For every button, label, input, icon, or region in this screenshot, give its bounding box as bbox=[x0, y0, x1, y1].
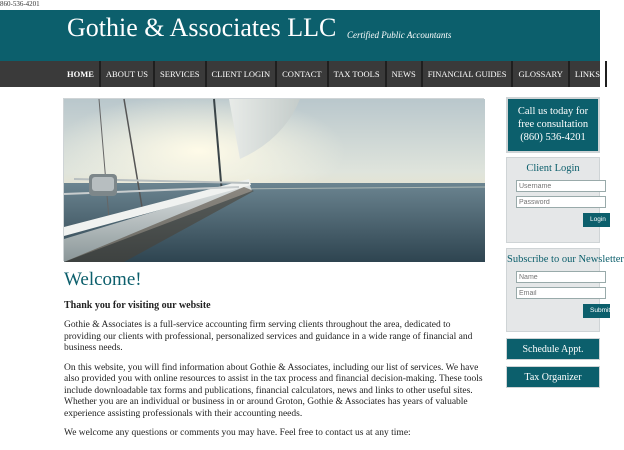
top-bar bbox=[0, 0, 600, 10]
top-phone-number: 860-536-4201 bbox=[0, 0, 40, 8]
username-input[interactable] bbox=[516, 180, 606, 192]
client-login-panel bbox=[506, 157, 606, 243]
nav-item-news[interactable]: NEWS bbox=[387, 61, 423, 87]
submit-button[interactable]: Submit bbox=[583, 304, 610, 318]
nav-item-about-us[interactable]: ABOUT US bbox=[101, 61, 155, 87]
welcome-lead: Thank you for visiting our website bbox=[64, 300, 211, 311]
site-logo-title[interactable]: Gothie & Associates LLC bbox=[67, 13, 337, 42]
login-button[interactable]: Login bbox=[583, 213, 610, 227]
sidebar bbox=[506, 97, 624, 388]
main-content bbox=[64, 268, 484, 440]
call-line-2: free consultation bbox=[517, 119, 589, 130]
contact-paragraph: We welcome any questions or comments you may have. Feel free to contact us at any time: bbox=[64, 428, 411, 438]
call-us-box bbox=[506, 97, 600, 153]
nav-item-client-login[interactable]: CLIENT LOGIN bbox=[207, 61, 278, 87]
password-input[interactable] bbox=[516, 196, 606, 208]
main-navigation bbox=[0, 61, 600, 87]
nav-item-links[interactable]: LINKS bbox=[570, 61, 607, 87]
resources-paragraph: On this website, you will find information about Gothie & Associates, including our list of services. We have also provided you with online resources to assist in the tax process and financial decision-making. These tools include downloadable tax forms and publications, financial calculators, news and links to other useful sites. Whether you are an individual or business in or around Groton, Gothie & Associates has years of valuable experience assisting professionals with their accounting needs. bbox=[64, 362, 483, 419]
newsletter-title: Subscribe to our Newsletter bbox=[507, 254, 624, 265]
nav-item-glossary[interactable]: GLOSSARY bbox=[513, 61, 569, 87]
nav-item-services[interactable]: SERVICES bbox=[155, 61, 206, 87]
email-input[interactable] bbox=[516, 287, 606, 299]
client-login-title: Client Login bbox=[526, 163, 580, 174]
welcome-heading: Welcome! bbox=[64, 269, 142, 290]
sailboat-photo bbox=[64, 99, 485, 262]
nav-item-home[interactable]: HOME bbox=[62, 61, 101, 87]
newsletter-panel bbox=[506, 248, 624, 332]
nav-items bbox=[62, 61, 607, 87]
nav-item-tax-tools[interactable]: TAX TOOLS bbox=[329, 61, 387, 87]
nav-item-contact[interactable]: CONTACT bbox=[277, 61, 328, 87]
call-phone[interactable]: (860) 536-4201 bbox=[520, 132, 586, 143]
tax-organizer-button[interactable]: Tax Organizer bbox=[506, 366, 600, 388]
call-line-1: Call us today for bbox=[517, 106, 589, 117]
site-tagline: Certified Public Accountants bbox=[347, 30, 452, 40]
name-input[interactable] bbox=[516, 271, 606, 283]
hero-image-sailboat bbox=[63, 98, 484, 261]
schedule-appt-button[interactable]: Schedule Appt. bbox=[506, 338, 600, 360]
nav-item-financial-guides[interactable]: FINANCIAL GUIDES bbox=[423, 61, 514, 87]
intro-paragraph: Gothie & Associates is a full-service accounting firm serving clients throughout the area, dedicated to providing our clients with professional, personalized services and guidance in a wide range of financial and business needs. bbox=[64, 320, 473, 353]
site-header bbox=[0, 10, 600, 61]
